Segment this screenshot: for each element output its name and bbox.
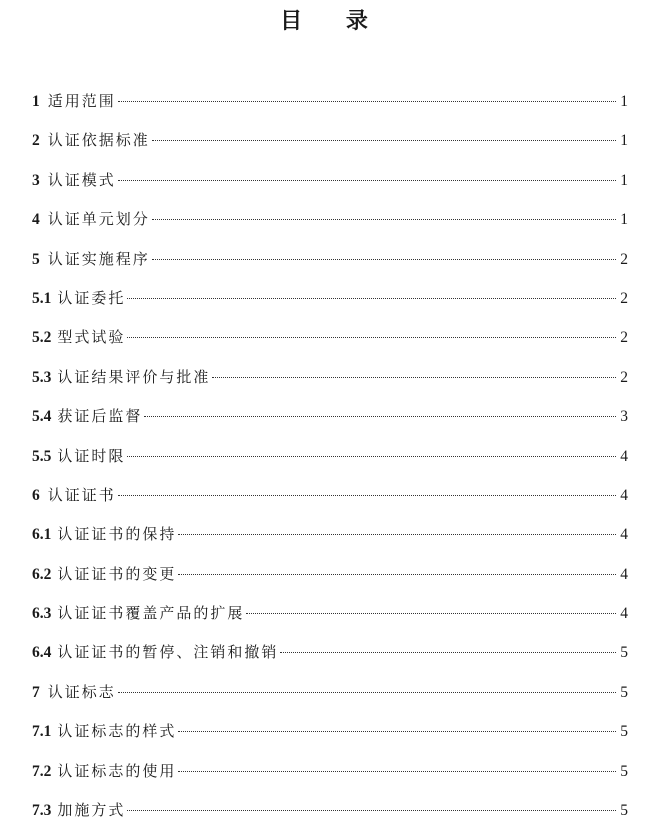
toc-entry-number: 7 bbox=[32, 683, 40, 701]
toc-entry bbox=[32, 480, 628, 519]
toc-entry-number: 7.3 bbox=[32, 802, 52, 820]
dot-leader bbox=[152, 259, 616, 260]
toc-entry-label: 认证证书覆盖产品的扩展 bbox=[57, 604, 245, 623]
toc-entry-label: 认证模式 bbox=[47, 170, 116, 189]
toc-entry-number: 6.4 bbox=[32, 644, 52, 662]
toc-entry-label: 获证后监督 bbox=[57, 407, 143, 426]
dot-leader bbox=[118, 692, 616, 693]
toc-entry-number: 6.2 bbox=[32, 565, 52, 583]
toc-entry-page: 4 bbox=[620, 526, 628, 544]
dot-leader bbox=[178, 731, 616, 732]
dot-leader bbox=[118, 180, 616, 181]
toc-entry-page: 5 bbox=[620, 723, 628, 741]
dot-leader bbox=[127, 337, 616, 338]
toc-entry bbox=[32, 165, 628, 204]
toc-entry-label: 认证标志的样式 bbox=[57, 722, 177, 741]
toc-entry-number: 5 bbox=[32, 250, 40, 268]
toc-entry-page: 4 bbox=[620, 447, 628, 465]
toc-entry-page: 2 bbox=[620, 329, 628, 347]
toc-entry-label: 认证证书的保持 bbox=[57, 525, 177, 544]
toc-entry bbox=[32, 204, 628, 243]
toc-entry-label: 认证证书的变更 bbox=[57, 564, 177, 583]
toc-entry bbox=[32, 401, 628, 440]
toc-entry-page: 2 bbox=[620, 289, 628, 307]
toc-entry-page: 5 bbox=[620, 762, 628, 780]
toc-entry-label: 认证标志 bbox=[47, 682, 116, 701]
toc-entry-label: 认证委托 bbox=[57, 288, 126, 307]
toc-entry bbox=[32, 362, 628, 401]
toc-entry-label: 认证标志的使用 bbox=[57, 761, 177, 780]
toc-entry-number: 5.1 bbox=[32, 289, 52, 307]
dot-leader bbox=[118, 101, 616, 102]
dot-leader bbox=[280, 652, 616, 653]
dot-leader bbox=[152, 140, 616, 141]
dot-leader bbox=[178, 574, 616, 575]
toc-entry bbox=[32, 716, 628, 755]
toc-entry-number: 5.4 bbox=[32, 408, 52, 426]
toc-entry-label: 认证证书的暂停、注销和撤销 bbox=[57, 643, 279, 662]
toc-entry-label: 型式试验 bbox=[57, 328, 126, 347]
toc-entry bbox=[32, 244, 628, 283]
toc-entry bbox=[32, 677, 628, 716]
toc-entry-label: 加施方式 bbox=[57, 801, 126, 820]
dot-leader bbox=[152, 219, 616, 220]
dot-leader bbox=[178, 771, 616, 772]
toc-entry-page: 2 bbox=[620, 250, 628, 268]
dot-leader bbox=[144, 416, 616, 417]
toc-entry bbox=[32, 756, 628, 795]
toc-entry-number: 3 bbox=[32, 171, 40, 189]
toc-entry-number: 5.2 bbox=[32, 329, 52, 347]
toc-entry-page: 5 bbox=[620, 644, 628, 662]
toc-entry bbox=[32, 637, 628, 676]
toc-entry bbox=[32, 322, 628, 361]
toc-entry-page: 1 bbox=[620, 132, 628, 150]
dot-leader bbox=[118, 495, 616, 496]
toc-entry-label: 认证证书 bbox=[47, 485, 116, 504]
toc-entry-page: 4 bbox=[620, 486, 628, 504]
dot-leader bbox=[212, 377, 616, 378]
dot-leader bbox=[127, 456, 616, 457]
toc-entry bbox=[32, 283, 628, 322]
toc-entry-number: 7.1 bbox=[32, 723, 52, 741]
toc-entry-label: 适用范围 bbox=[47, 92, 116, 110]
dot-leader bbox=[127, 298, 616, 299]
toc-entry-label: 认证时限 bbox=[57, 446, 126, 465]
toc-entry-page: 5 bbox=[620, 683, 628, 701]
toc-entry-number: 4 bbox=[32, 211, 40, 229]
toc-title: 目 录 bbox=[280, 8, 386, 34]
toc-entry-page: 2 bbox=[620, 368, 628, 386]
toc-entry-page: 1 bbox=[620, 93, 628, 110]
toc-entry-page: 1 bbox=[620, 171, 628, 189]
toc-entry-page: 5 bbox=[620, 802, 628, 820]
toc-entry-number: 1 bbox=[32, 93, 40, 110]
dot-leader bbox=[178, 534, 616, 535]
toc-entry bbox=[32, 86, 628, 125]
toc-entry-number: 5.5 bbox=[32, 447, 52, 465]
toc-entry-number: 6.1 bbox=[32, 526, 52, 544]
dot-leader bbox=[127, 810, 616, 811]
toc-entry-page: 4 bbox=[620, 605, 628, 623]
toc-entry bbox=[32, 795, 628, 834]
toc-entry bbox=[32, 519, 628, 558]
toc-entry-number: 6 bbox=[32, 486, 40, 504]
toc-entry bbox=[32, 125, 628, 164]
toc-entry bbox=[32, 441, 628, 480]
toc-entry-page: 1 bbox=[620, 211, 628, 229]
toc-entry-label: 认证依据标准 bbox=[47, 131, 150, 150]
toc-entry-page: 4 bbox=[620, 565, 628, 583]
dot-leader bbox=[246, 613, 616, 614]
toc-entry-number: 6.3 bbox=[32, 605, 52, 623]
toc-entry-number: 2 bbox=[32, 132, 40, 150]
toc-entry bbox=[32, 598, 628, 637]
toc-entry-label: 认证结果评价与批准 bbox=[57, 367, 211, 386]
toc-entry-label: 认证单元划分 bbox=[47, 210, 150, 229]
toc-entry bbox=[32, 559, 628, 598]
toc-entry-number: 7.2 bbox=[32, 762, 52, 780]
toc-entry-number: 5.3 bbox=[32, 368, 52, 386]
table-of-contents bbox=[32, 86, 628, 834]
toc-entry-label: 认证实施程序 bbox=[47, 249, 150, 268]
toc-entry-page: 3 bbox=[620, 408, 628, 426]
